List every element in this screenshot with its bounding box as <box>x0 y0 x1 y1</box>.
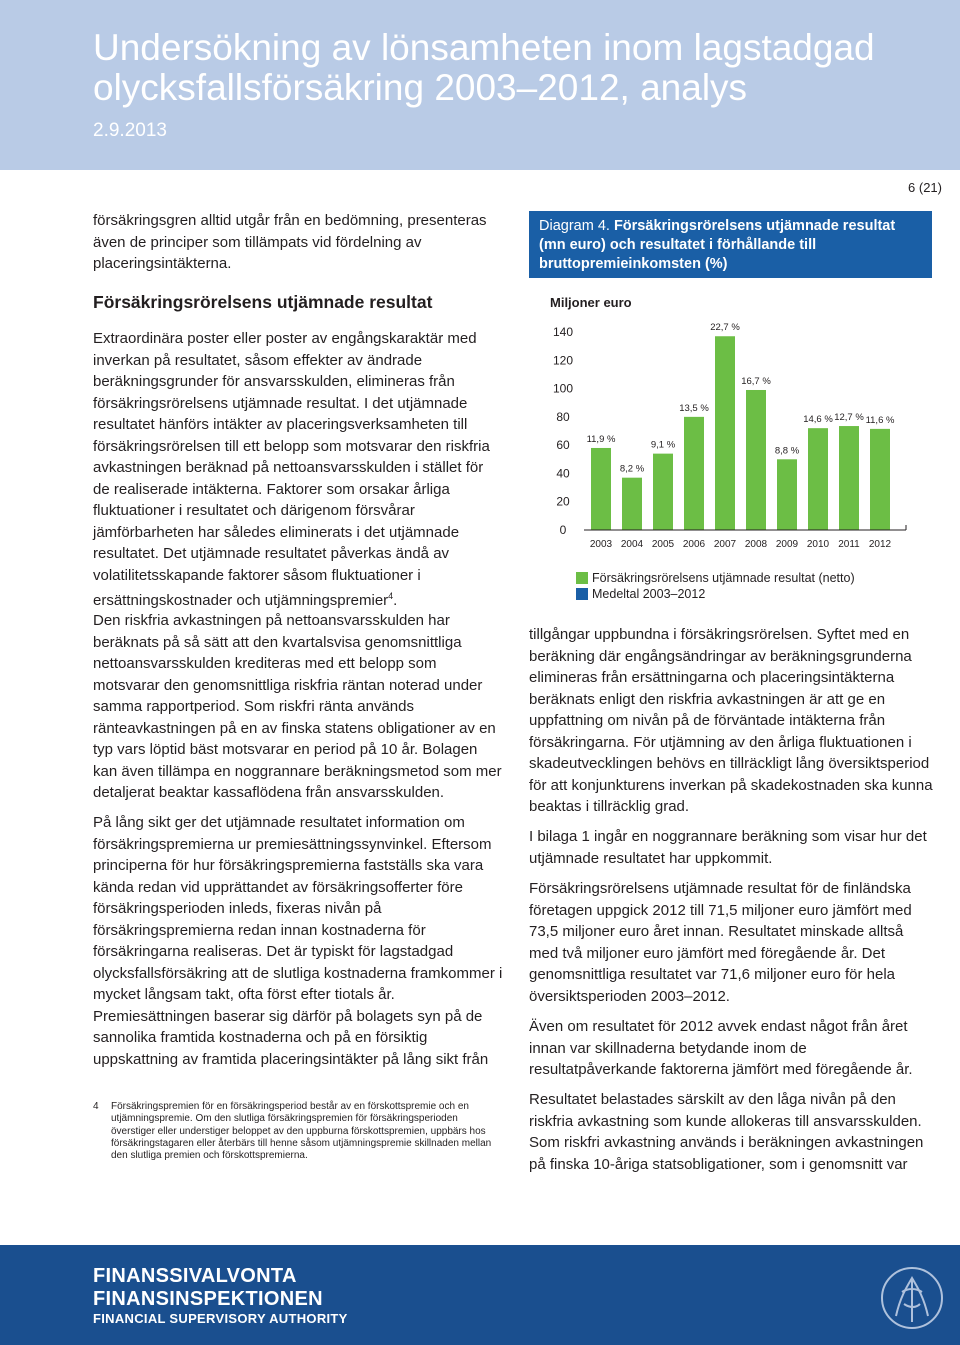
x-tick-label: 2008 <box>744 539 768 550</box>
y-tick-label: 40 <box>556 466 570 481</box>
y-axis-label: Miljoner euro <box>550 295 632 310</box>
x-tick-label: 2010 <box>806 539 830 550</box>
bar <box>870 429 890 530</box>
bar <box>591 448 611 530</box>
document-title: Undersökning av lönsamheten inom lagstadgad olycksfallsförsäkring 2003–2012, analys <box>93 27 875 108</box>
legend <box>576 571 855 601</box>
right-paragraph-3: Försäkringsrörelsens utjämnade resultat för de finländska företagen uppgick 2012 till 71,5 miljoner euro jämfört med 73,5 miljoner euro året innan. Resultatet minskade alltså med två miljoner euro jämfört med föregående år. Det genomsnittliga resultatet var 71,6 miljoner euro för hela översiktsperioden 2003–2012. <box>529 880 912 1005</box>
y-tick-label: 80 <box>556 409 570 424</box>
bar-data-label: 12,7 % <box>834 412 864 424</box>
diagram-label: Diagram 4. <box>539 218 610 234</box>
diagram-title: Försäkringsrörelsens utjämnade resultat (mn euro) och resultatet i förhållande till bruttopremieinkomsten (%) <box>539 218 896 272</box>
logo-text-line-1: FINANSSIVALVONTA <box>93 1265 297 1287</box>
x-tick-label: 2004 <box>620 539 644 550</box>
bar-data-label: 16,7 % <box>741 375 771 387</box>
bar-data-label: 9,1 % <box>650 439 676 451</box>
y-tick-label: 20 <box>556 494 570 509</box>
y-tick-label: 0 <box>559 523 567 537</box>
bar <box>622 478 642 530</box>
footnote-number: 4 <box>93 1101 99 1112</box>
diagram-caption <box>529 211 932 278</box>
logo-text-line-2: FINANSINSPEKTIONEN <box>93 1288 323 1310</box>
right-paragraph-2: I bilaga 1 ingår en noggrannare beräkning som visar hur det utjämnade resultatet har uppkommit. <box>529 828 927 867</box>
bar-chart <box>529 285 929 610</box>
right-paragraph-4: Även om resultatet för 2012 avvek endast något från året innan var skillnaderna betydande inom de resultatpåverkande faktorerna jämfört med föregående år. <box>529 1018 913 1078</box>
bar-data-label: 8,2 % <box>619 463 645 475</box>
x-tick-label: 2007 <box>713 539 737 550</box>
bar-data-label: 13,5 % <box>679 402 709 414</box>
y-axis-ticks <box>553 325 573 537</box>
x-tick-label: 2006 <box>682 539 706 550</box>
legend-swatch-average <box>576 588 588 600</box>
intro-paragraph: försäkringsgren alltid utgår från en bedömning, presenteras även de principer som tillämpats vid fördelning av placeringsintäkterna. <box>93 212 487 272</box>
bar <box>777 459 797 530</box>
x-axis-ticks <box>590 539 892 550</box>
x-tick-label: 2003 <box>589 539 613 550</box>
logo-text-line-3: FINANCIAL SUPERVISORY AUTHORITY <box>93 1311 348 1326</box>
page-number: 6 (21) <box>908 180 942 195</box>
section-heading: Försäkringsrörelsens utjämnade resultat <box>93 292 433 312</box>
y-tick-label: 60 <box>556 438 570 453</box>
x-tick-label: 2009 <box>775 539 799 550</box>
bar-data-label: 22,7 % <box>710 322 740 334</box>
paragraph-1-text: Extraordinära poster eller poster av engångskaraktär med inverkan på resultatet, såsom effekter av ändrade beräkningsgrunder för ansvarsskulden, elimineras från försäkringsrörelsens utjämnade resultat. I det utjämnade resultatet hänförs intäkter av placeringsverksamheten till försäkringsrörelsen till ett belopp som motsvarar den riskfria avkastningen beräknad på nettoansvarsskulden i stället för de realiserade intäkterna. Faktorer som orsakar årliga fluktuationer i resultatet och därigenom försvårar jämförbarheten har således eliminerats i det utjämnade resultatet. Det utjämnade resultatet påverkas ändå av volatilitetsskapande faktorer såsom fluktuationer i ersättningskostnader och utjämningspremier <box>93 330 490 609</box>
paragraph-1 <box>93 328 503 612</box>
bar <box>746 390 766 530</box>
footnote <box>93 1101 503 1162</box>
x-tick-label: 2005 <box>651 539 675 550</box>
bar-data-label: 11,9 % <box>586 433 616 445</box>
footnote-ref[interactable]: 4 <box>388 591 394 601</box>
bar <box>684 417 704 530</box>
paragraph-3: På lång sikt ger det utjämnade resultatet information om försäkringspremierna ur premiesättningssynvinkel. Eftersom principerna för hur försäkringspremierna fastställs ska vara kända redan vid upprättandet av försäkringsofferter före försäkringsperioden inleds, fixeras nivån på försäkringspremierna redan innan kostnaderna för försäkringarna realiseras. Det är typiskt för lagstadgad olycksfallsförsäkring att de slutliga kostnaderna framkommer i mycket långsam takt, ofta först efter tiotals år. Premiesättningen baserar sig därför på bolagets syn på de sannolika framtida kostnaderna och på en försiktig uppskattning av framtida placeringsintäkter på lång sikt från <box>93 814 503 1068</box>
bar <box>653 454 673 530</box>
bar <box>808 428 828 530</box>
x-tick-label: 2011 <box>838 539 860 550</box>
x-tick-label: 2012 <box>868 539 892 550</box>
document-date: 2.9.2013 <box>93 120 167 141</box>
y-tick-label: 100 <box>552 381 574 396</box>
bar <box>715 336 735 530</box>
bar-data-label: 8,8 % <box>774 445 800 457</box>
page-header <box>0 0 960 170</box>
right-paragraph-5: Resultatet belastades särskilt av den låga nivån på den riskfria avkastning som kunde allokeras till ansvarsskulden. Som riskfri avkastning används i beräkningen avkastningen på finska 10-åriga statsobligationer, som i genomsnitt var <box>529 1091 924 1173</box>
bar-data-label: 14,6 % <box>803 414 833 426</box>
right-paragraph-1: tillgångar uppbundna i försäkringsrörelsen. Syftet med en beräkning där engångsändringar av beräkningsgrunderna elimineras från ersättningarna och placeringsintäkterna beräknats enligt den riskfria avkastningen är att ge en uppfattning om nivån på de förväntade intäkterna från försäkringarna. För utjämning av den årliga fluktuationen i skadeutvecklingen behövs en tillräckligt lång översiktsperiod för att konjunkturens inverkan på skadekostnaden ska kunna beaktas i tillräcklig grad. <box>529 626 933 815</box>
bar-data-label: 11,6 % <box>865 414 895 426</box>
legend-label-average: Medeltal 2003–2012 <box>592 587 706 601</box>
paragraph-2: Den riskfria avkastningen på nettoansvarsskulden har beräknats på så sätt att den kvartalsvisa genomsnittliga nettoansvarsskulden krediteras med ett belopp som motsvarar den genomsnittliga riskfria räntan noterad under samma rapportperiod. Som riskfri ränta används ränteavkastningen på en av finska statens obligationer av en typ vars löptid bäst motsvarar en period på 10 år. Bolagen kan även tillämpa en noggrannare beräkningsmetod som mer detaljerat beaktar kassaflödena från ansvarsskulden. <box>93 612 502 801</box>
legend-label-result: Försäkringsrörelsens utjämnade resultat (netto) <box>592 571 855 585</box>
bars-group <box>591 336 890 530</box>
legend-swatch-result <box>576 572 588 584</box>
y-tick-label: 120 <box>552 353 574 368</box>
y-tick-label: 140 <box>552 325 574 339</box>
bar <box>839 426 859 530</box>
paragraph-1-end: . <box>393 592 398 609</box>
lion-emblem-icon <box>876 1258 948 1338</box>
footnote-text: Försäkringspremien för en försäkringsperiod består av en förskottspremie och en utjämningspremie. Om den slutliga försäkringspremien för försäkringsperioden överstiger eller understiger beloppet av den uppburna förskottspremien, uppbärs hos försäkringstagaren eller återbärs till henne såsom utjämningspremie skillnaden mellan den slutliga premien och förskottspremierna. <box>111 1101 492 1162</box>
